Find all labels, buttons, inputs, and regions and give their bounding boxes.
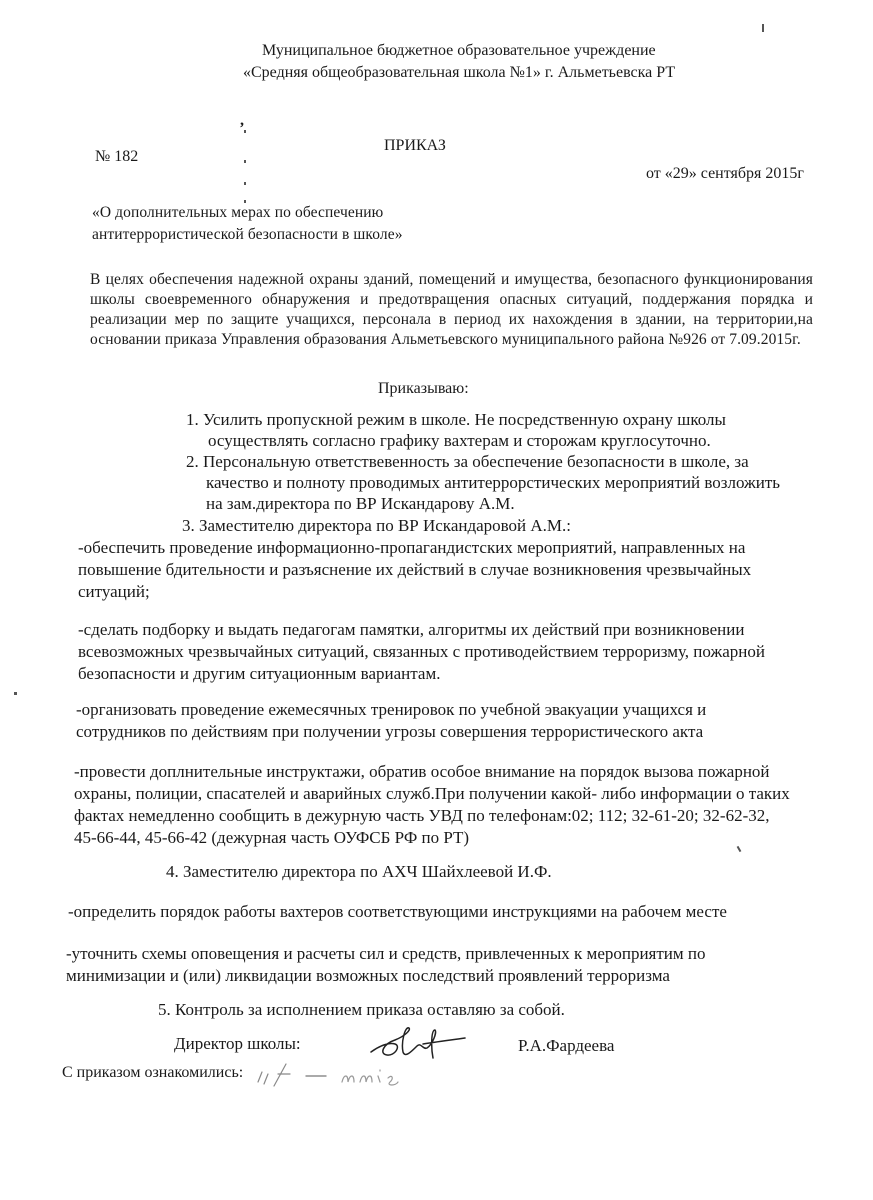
preamble-line: школы своевременного обнаружения и предотвращения опасных ситуаций, поддержания порядка и (90, 291, 813, 308)
item-4-sub-2-line: минимизации и (или) ликвидации возможных последствий проявлений терроризма (66, 966, 670, 985)
order-number: № 182 (95, 148, 139, 165)
preamble-line: основании приказа Управления образования Альметьевского муниципального района №926 от 7.09.2015г. (90, 331, 801, 348)
item-3-sub-2-line: всевозможных чрезвычайных ситуаций, связанных с противодействием терроризму, пожарной (78, 642, 765, 661)
item-5: 5. Контроль за исполнением приказа оставляю за собой. (158, 1000, 565, 1019)
scan-mark: , (240, 112, 244, 129)
item-4-sub-1: -определить порядок работы вахтеров соответствующими инструкциями на рабочем месте (68, 902, 727, 921)
item-3-heading: 3. Заместителю директора по ВР Искандаровой А.М.: (182, 516, 572, 535)
item-3-sub-1-line: -обеспечить проведение информационно-пропагандистских мероприятий, направленных на (78, 538, 746, 557)
institution-line-2: «Средняя общеобразовательная школа №1» г. Альметьевска РТ (243, 64, 676, 81)
item-3-sub-2-line: -сделать подборку и выдать педагогам памятки, алгоритмы их действий при возникновении (78, 620, 745, 639)
preamble-line: В целях обеспечения надежной охраны зданий, помещений и имущества, безопасного функционирования (90, 271, 813, 288)
item-3-sub-2-line: безопасности и другим ситуационным вариантам. (78, 664, 441, 683)
institution-line-1: Муниципальное бюджетное образовательное учреждение (262, 42, 656, 59)
preamble (90, 270, 813, 350)
subject-line-2: антитеррористической безопасности в школе» (92, 226, 403, 243)
signature-name: Р.А.Фардеева (518, 1036, 615, 1055)
signature-role: Директор школы: (174, 1034, 301, 1053)
item-2-line-2: качество и полноту проводимых антитеррорстических мероприятий возложить (206, 473, 781, 492)
item-3-sub-3-line: сотрудников по действиям при получении угрозы совершения террористического акта (76, 722, 704, 741)
acknowledgement-signatures (252, 1056, 422, 1096)
item-2-line-1: 2. Персональную ответствевенность за обеспечение безопасности в школе, за (186, 452, 749, 471)
item-4-heading: 4. Заместителю директора по АХЧ Шайхлеевой И.Ф. (166, 862, 552, 881)
item-1-line-2: осуществлять согласно графику вахтерам и сторожам круглосуточно. (208, 431, 711, 450)
scan-speck (14, 692, 17, 695)
item-3-sub-4-line: 45-66-44, 45-66-42 (дежурная часть ОУФСБ РФ по РТ) (74, 828, 470, 847)
item-2-line-3: на зам.директора по ВР Искандарову А.М. (206, 494, 515, 513)
item-3-sub-4-line: фактах немедленно сообщить в дежурную часть УВД по телефонам:02; 112; 32-61-20; 32-62-32, (74, 806, 770, 825)
item-3-sub-4-line: -провести доплнительные инструктажи, обратив особое внимание на порядок вызова пожарной (74, 762, 770, 781)
item-3-sub-3-line: -организовать проведение ежемесячных тренировок по учебной эвакуации учащихся и (76, 700, 707, 719)
scan-speck (244, 182, 246, 185)
acknowledged-label: С приказом ознакомились: (62, 1064, 244, 1081)
order-date: от «29» сентября 2015г (646, 165, 804, 182)
item-3-sub-1-line: повышение бдительности и разъяснение их действий в случае возникновения чрезвычайных (78, 560, 752, 579)
command-heading: Приказываю: (378, 380, 469, 397)
scan-speck (737, 846, 742, 852)
item-3-sub-1-line: ситуаций; (78, 582, 150, 601)
scan-speck (244, 130, 246, 133)
item-1-line-1: 1. Усилить пропускной режим в школе. Не посредственную охрану школы (186, 410, 726, 429)
order-title: ПРИКАЗ (384, 137, 446, 154)
subject-line-1: «О дополнительных мерах по обеспечению (92, 204, 384, 221)
item-3-sub-4-line: охраны, полиции, спасателей и аварийных служб.При получении какой- либо информации о таких (74, 784, 790, 803)
preamble-line: реализации мер по защите учащихся, персонала в период их нахождения в здании, на территории,на (90, 311, 813, 328)
scan-speck (762, 24, 764, 32)
scan-speck (244, 200, 246, 203)
scan-speck (244, 160, 246, 163)
item-4-sub-2-line: -уточнить схемы оповещения и расчеты сил и средств, привлеченных к мероприятим по (66, 944, 706, 963)
